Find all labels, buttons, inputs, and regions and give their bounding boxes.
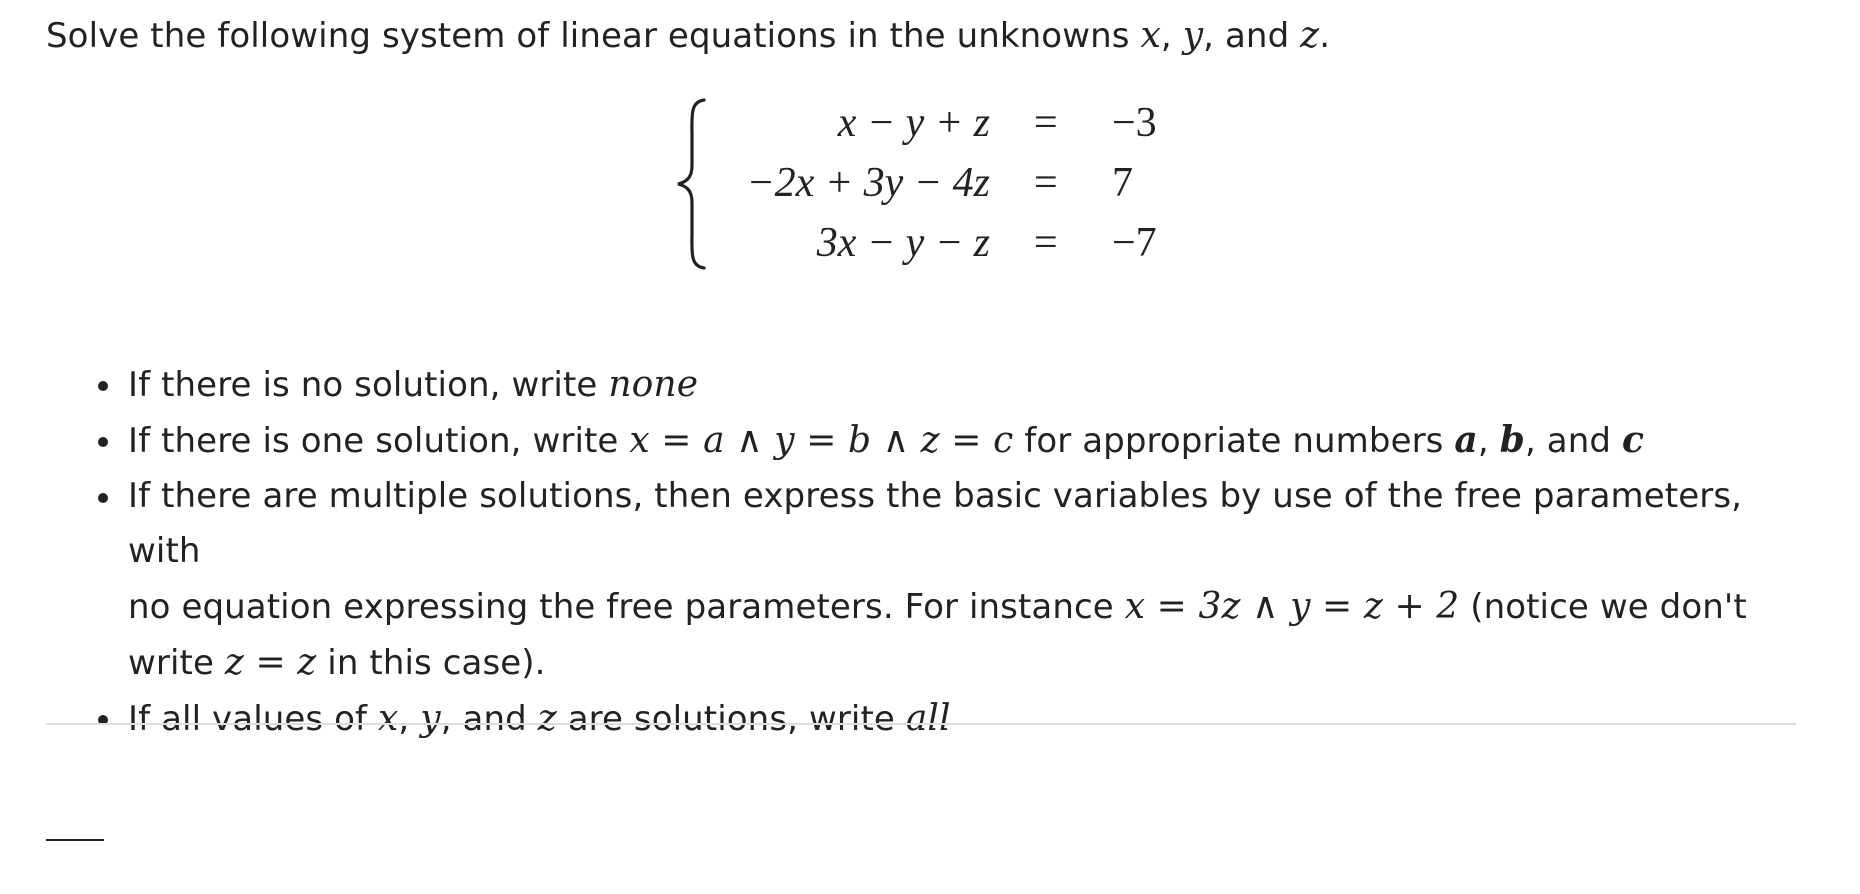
rule-one-solution bbox=[46, 413, 1786, 469]
math-expression: z = z bbox=[224, 642, 317, 683]
period: . bbox=[1319, 16, 1331, 56]
rule-text: (notice we don't bbox=[1459, 587, 1747, 627]
equation-lhs: 3x − y − z bbox=[816, 220, 990, 266]
var-x: x bbox=[378, 698, 399, 739]
sep: , and bbox=[440, 699, 538, 739]
sep: , bbox=[1477, 421, 1500, 461]
rule-text: for appropriate numbers bbox=[1013, 421, 1455, 461]
math-expression: x = a ∧ y = b ∧ z = c bbox=[629, 420, 1014, 461]
var-z: z bbox=[1300, 15, 1320, 56]
equals-sign: = bbox=[1034, 220, 1058, 266]
var-c: c bbox=[1621, 419, 1644, 461]
rule-text: If all values of bbox=[128, 699, 379, 739]
sep: , bbox=[1160, 16, 1183, 56]
answer-blank-line[interactable] bbox=[46, 839, 104, 841]
equation-rhs: −3 bbox=[1112, 100, 1157, 146]
rule-no-solution bbox=[46, 357, 1786, 413]
rule-text: in this case). bbox=[316, 643, 546, 683]
var-b: b bbox=[1499, 419, 1525, 461]
var-y: y bbox=[1182, 15, 1204, 56]
bullet-icon bbox=[98, 381, 108, 391]
keyword-all: all bbox=[905, 698, 951, 739]
rule-text: If there is no solution, write bbox=[128, 365, 609, 405]
equation-rhs: −7 bbox=[1112, 220, 1157, 266]
var-z: z bbox=[537, 698, 557, 739]
equation-row-3 bbox=[0, 213, 1860, 273]
intro-text: Solve the following system of linear equations in the unknowns bbox=[46, 16, 1141, 56]
equation-row-2 bbox=[0, 153, 1860, 213]
rule-multiple-solutions bbox=[46, 469, 1786, 691]
rule-text: no equation expressing the free parameters. For instance bbox=[128, 587, 1125, 627]
math-expression: x = 3z ∧ y = z + 2 bbox=[1124, 586, 1460, 627]
equation-rhs: 7 bbox=[1112, 160, 1133, 206]
rule-text: write bbox=[128, 643, 225, 683]
sep: , and bbox=[1203, 16, 1301, 56]
sep: , and bbox=[1524, 421, 1622, 461]
equation-lhs: x − y + z bbox=[837, 100, 990, 146]
equation-lhs: −2x + 3y − 4z bbox=[746, 160, 990, 206]
rule-text: If there is one solution, write bbox=[128, 421, 630, 461]
rule-text: are solutions, write bbox=[556, 699, 906, 739]
equals-sign: = bbox=[1034, 160, 1058, 206]
sep: , bbox=[398, 699, 421, 739]
var-a: a bbox=[1454, 419, 1478, 461]
answer-format-rules bbox=[46, 357, 1786, 747]
equation-system bbox=[0, 0, 1860, 300]
section-divider bbox=[46, 723, 1796, 725]
equals-sign: = bbox=[1034, 100, 1058, 146]
rule-text: If there are multiple solutions, then express the basic variables by use of the free parameters, with bbox=[128, 476, 1743, 571]
keyword-none: none bbox=[608, 364, 699, 405]
bullet-icon bbox=[98, 493, 108, 503]
equation-row-1 bbox=[0, 93, 1860, 153]
rule-all-solutions bbox=[46, 691, 1786, 747]
var-x: x bbox=[1140, 15, 1161, 56]
var-y: y bbox=[420, 698, 441, 739]
bullet-icon bbox=[98, 437, 108, 447]
